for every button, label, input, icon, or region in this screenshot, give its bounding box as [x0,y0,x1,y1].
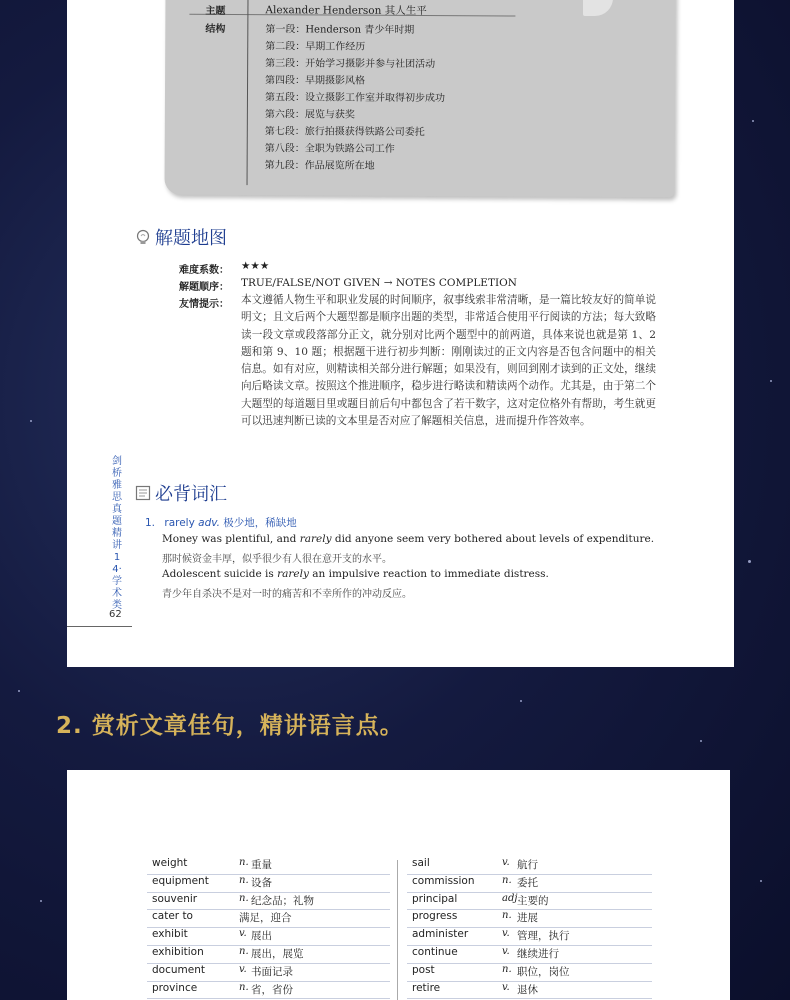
word-term: progress [412,910,458,923]
word-term: document [152,963,205,976]
word-term: continue [412,946,458,958]
structure-card [164,0,675,197]
word-pos: v. [502,857,510,868]
word-pos: n. [239,857,249,868]
word-definition: 继续进行 [517,948,559,960]
structure-item: 第五段：设立摄影工作室并取得初步成功 [264,92,445,105]
word-row [147,874,390,893]
word-term: equipment [152,874,209,887]
word-row [407,909,652,928]
theme-value: Alexander Henderson 其人生平 [265,4,427,18]
word-term: post [412,963,435,976]
book-page-top [67,0,734,667]
column-divider [397,860,398,1000]
star-decoration [18,690,20,692]
lightbulb-icon [135,229,151,245]
structure-item: 第七段：旅行拍摄获得铁路公司委托 [264,126,425,139]
word-definition: 纪念品；礼物 [251,894,314,907]
order-label: 解题顺序： [179,282,229,293]
word-pos: n. [239,981,249,993]
word-row [147,981,390,1000]
word-row [147,963,390,982]
star-decoration [30,420,32,422]
word-pos: n. [502,874,512,886]
word-definition: 省，省份 [251,983,293,996]
entry-word: rarely [164,517,195,529]
tip-text: 本文遵循人物生平和职业发展的时间顺序，叙事线索非常清晰，是一篇比较友好的简单说明文；且文后两个大题型都是顺序出题的类型，非常适合使用平行阅读的方法；每大致略读一段文章或段落部分正文，就分别对比两个题型中的前两道，具体来说也就是第 1、2 题和第 9、10 题；根据题干进行初步判断：刚刚读过的正文内容是否包含问题中的相关信息。如有对应，则精读相关部分进行解题；如果没有，则回到刚才读到的正文处，继续向后略读文章。按照这个推进顺序，稳步进行略读和精读两个动作。尤其是，由于第二个大题型的每道题目里或题目前后句中都包含了若干数字，这对定位格外有帮助，考生就更可以迅速判断已读的文本里是否对应了解题相关信息，进而提升作答效率。 [241,294,656,428]
word-definition: 退休 [517,983,538,996]
word-pos: n. [239,874,249,886]
tip-label: 友情提示： [179,299,229,310]
word-pos: n. [502,963,512,975]
structure-item: 第八段：全职为铁路公司工作 [264,143,395,155]
word-pos: n. [239,892,249,904]
word-definition: 设备 [251,876,272,889]
word-pos: v. [239,928,247,940]
example-sentence [162,533,654,545]
map-section-title [135,224,227,250]
word-term: retire [412,981,441,994]
theme-label: 主题 [205,5,226,17]
page-number-rule [67,626,132,627]
example-text: Adolescent suicide is [162,568,278,580]
word-row [147,892,390,911]
structure-item: 第九段：作品展览所在地 [264,160,375,172]
word-row [407,981,652,1000]
word-pos: v. [502,928,510,940]
word-pos: n. [239,946,249,957]
book-title-sidebar: 剑桥雅思真题精讲14·学术类 [112,456,122,611]
word-term: souvenir [152,892,198,905]
example-translation: 那时候资金丰厚，似乎很少有人很在意开支的水平。 [162,554,392,565]
word-definition: 重量 [251,859,272,871]
word-row [407,927,652,946]
entry-pos: adv. [198,517,220,529]
example-translation: 青少年自杀决不是对一时的痛苦和不幸所作的冲动反应。 [162,589,412,600]
structure-item: 第二段：早期工作经历 [265,41,366,53]
entry-number: 1. [145,517,156,529]
example-text: did anyone seem very bothered about levels of expenditure. [331,533,655,545]
word-row [407,874,652,893]
word-definition: 职位，岗位 [517,965,570,978]
structure-item: 第六段：展览与获奖 [264,109,355,121]
example-sentence [162,568,549,580]
example-keyword: rarely [277,568,309,580]
word-row [147,927,390,946]
word-term: principal [412,892,458,905]
word-definition: 进展 [517,912,538,925]
word-row [407,892,652,911]
example-text: Money was plentiful, and [162,533,300,545]
structure-item: 第一段：Henderson 青少年时期 [265,24,415,36]
word-pos: n. [502,910,512,922]
structure-label: 结构 [205,23,226,35]
book-page-bottom [67,770,730,1000]
vocab-title-text: 必背词汇 [155,484,227,505]
map-title-text: 解题地图 [155,228,227,249]
difficulty-label: 难度系数： [179,265,229,276]
star-decoration [700,740,702,742]
word-row [407,963,652,982]
structure-item: 第三段：开始学习摄影并参与社团活动 [265,58,436,71]
card-column-divider [247,0,249,185]
star-decoration [752,120,754,122]
example-keyword: rarely [299,533,332,545]
word-definition: 主要的 [517,894,549,907]
word-term: cater to [152,910,193,923]
word-term: exhibit [152,928,188,941]
word-row [407,856,652,875]
order-value: TRUE/FALSE/NOT GIVEN → NOTES COMPLETION [241,277,517,289]
star-decoration [770,380,772,382]
section-heading: 2. 赏析文章佳句，精讲语言点。 [56,713,404,739]
word-pos: adj. [502,892,521,904]
word-definition: 航行 [517,859,538,871]
star-decoration [40,900,42,902]
word-term: sail [412,857,430,869]
star-decoration [760,880,762,882]
word-pos: v. [239,963,247,975]
word-term: administer [412,928,469,941]
entry-meaning: 极少地，稀缺地 [223,517,297,529]
word-definition: 展出，展览 [251,948,304,960]
word-term: province [152,981,198,994]
word-row [407,945,652,964]
word-term: exhibition [152,946,204,958]
word-definition: 书面记录 [251,965,293,978]
word-definition: 委托 [517,876,538,889]
book-icon [135,485,151,501]
word-definition: 满足，迎合 [239,912,292,925]
difficulty-value: ★★★ [241,260,270,272]
star-decoration [520,700,522,702]
word-definition: 管理，执行 [517,930,570,943]
word-row [147,856,390,875]
word-pos: v. [502,981,510,993]
word-row [147,909,390,928]
page-number: 62 [109,609,122,620]
word-definition: 展出 [251,930,272,943]
structure-item: 第四段：早期摄影风格 [265,75,366,87]
example-text: an impulsive reaction to immediate distress. [308,568,549,580]
word-term: commission [412,874,475,887]
word-term: weight [152,857,188,869]
star-decoration [748,560,751,563]
vocab-entry-heading [145,515,297,530]
vocab-section-title [135,480,227,506]
word-pos: v. [502,946,510,957]
word-row [147,945,390,964]
